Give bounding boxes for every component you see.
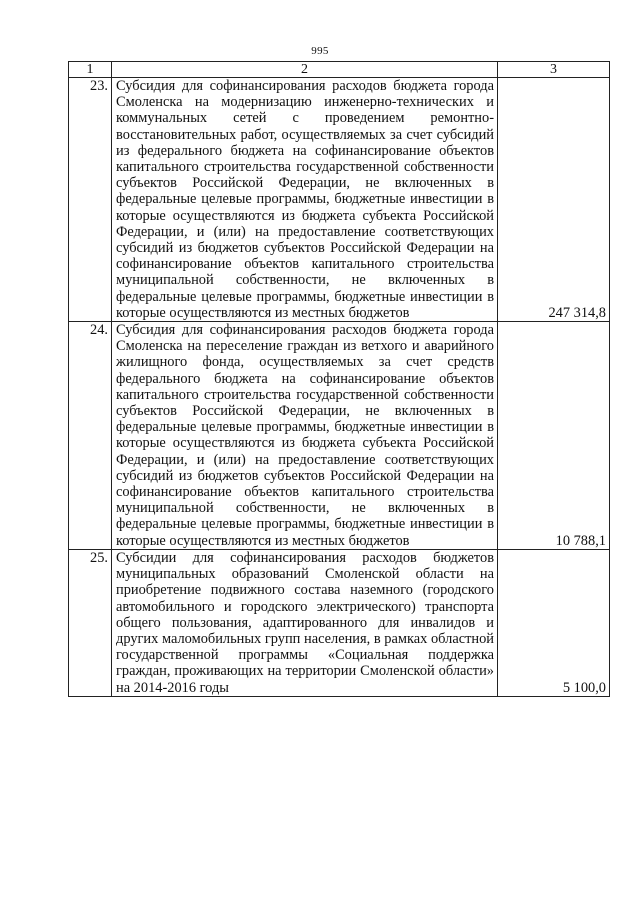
row-description: Субсидия для софинансирования расходов бюджета города Смоленска на модернизацию инженерно-технических и коммунальных сетей с проведением ремонтно-восстановительных работ, осуществляемых за счет субсидий из федерального бюджета на софинансирование объектов капитального строительства государственной собственности субъектов Российской Федерации, не включенных в федеральные целевые программы, бюджетные инвестиции в которые осуществляются из бюджета субъекта Российской Федерации, и (или) на предоставление соответствующих субсидий из бюджетов субъектов Российской Федерации на софинансирование объектов капитального строительства муниципальной собственности, не включенных в федеральные целевые программы, бюджетные инвестиции в которые осуществляются из местных бюджетов: [112, 78, 498, 322]
subsidy-table: [68, 61, 610, 697]
row-amount: 10 788,1: [498, 322, 610, 550]
column-header-number: 1: [69, 62, 112, 78]
row-description: Субсидии для софинансирования расходов бюджетов муниципальных образований Смоленской области на приобретение подвижного состава наземного (городского автомобильного и городского электрического) транспорта общего пользования, адаптированного для инвалидов и других маломобильных групп населения, в рамках областной государственной программы «Социальная поддержка граждан, проживающих на территории Смоленской области» на 2014-2016 годы: [112, 549, 498, 696]
row-number: 24.: [69, 322, 112, 550]
column-header-amount: 3: [498, 62, 610, 78]
row-number: 23.: [69, 78, 112, 322]
row-amount: 5 100,0: [498, 549, 610, 696]
page-number: 995: [311, 45, 329, 57]
table-row: [69, 322, 610, 550]
column-header-description: 2: [112, 62, 498, 78]
row-description: Субсидия для софинансирования расходов бюджета города Смоленска на переселение граждан из ветхого и аварийного жилищного фонда, осуществляемых за счет средств федерального бюджета на софинансирование объектов капитального строительства государственной собственности субъектов Российской Федерации, не включенных в федеральные целевые программы, бюджетные инвестиции в которые осуществляются из бюджета субъекта Российской Федерации, и (или) на предоставление соответствующих субсидий из бюджетов субъектов Российской Федерации на софинансирование объектов капитального строительства муниципальной собственности, не включенных в федеральные целевые программы, бюджетные инвестиции в которые осуществляются из местных бюджетов: [112, 322, 498, 550]
row-number: 25.: [69, 549, 112, 696]
table-header-row: [69, 62, 610, 78]
table-row: [69, 78, 610, 322]
table-row: [69, 549, 610, 696]
row-amount: 247 314,8: [498, 78, 610, 322]
